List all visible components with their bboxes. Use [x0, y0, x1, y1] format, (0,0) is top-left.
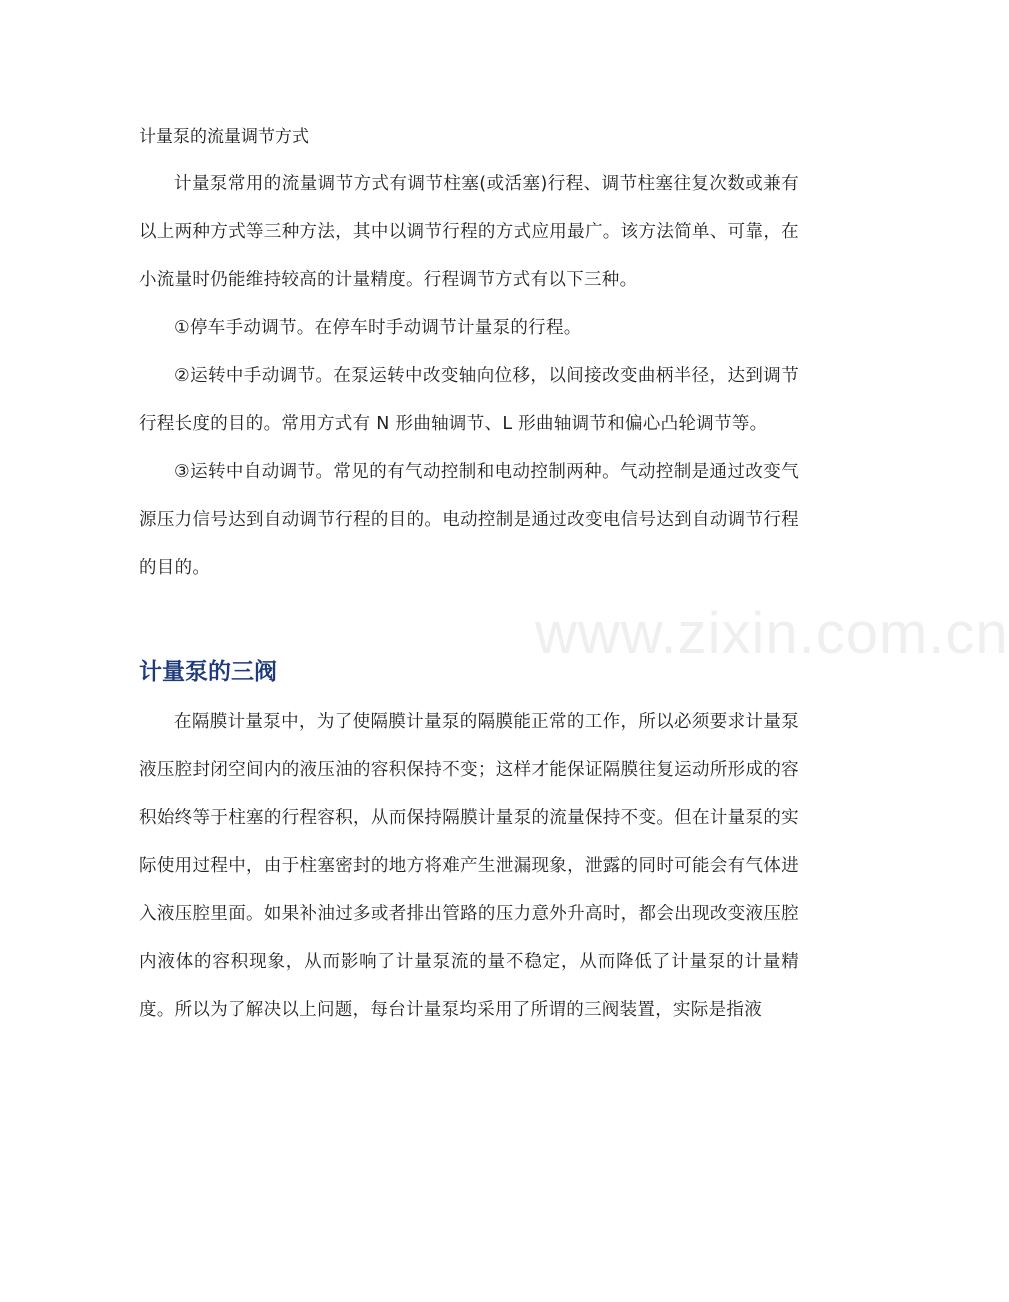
watermark-text: www.zixin.com.cn — [535, 601, 1009, 666]
section-title-three-valves: 计量泵的三阀 — [139, 659, 277, 685]
paragraph-method-2: ②运转中手动调节。在泵运转中改变轴向位移，以间接改变曲柄半径，达到调节行程长度的目的。常用方式有 N 形曲轴调节、L 形曲轴调节和偏心凸轮调节等。 — [139, 366, 799, 434]
document-body — [139, 118, 799, 1034]
paragraph-three-valves: 在隔膜计量泵中，为了使隔膜计量泵的隔膜能正常的工作，所以必须要求计量泵液压腔封闭空间内的液压油的容积保持不变；这样才能保证隔膜往复运动所形成的容积始终等于柱塞的行程容积，从而保持隔膜计量泵的流量保持不变。但在计量泵的实际使用过程中，由于柱塞密封的地方将难产生泄漏现象，泄露的同时可能会有气体进入液压腔里面。如果补油过多或者排出管路的压力意外升高时，都会出现改变液压腔内液体的容积现象，从而影响了计量泵流的量不稳定，从而降低了计量泵的计量精度。所以为了解决以上问题，每台计量泵均采用了所谓的三阀装置，实际是指液 — [139, 712, 799, 1020]
paragraph-intro: 计量泵常用的流量调节方式有调节柱塞(或活塞)行程、调节柱塞往复次数或兼有以上两种方式等三种方法，其中以调节行程的方式应用最广。该方法简单、可靠，在小流量时仍能维持较高的计量精度。行程调节方式有以下三种。 — [139, 174, 799, 290]
paragraph-method-1: ①停车手动调节。在停车时手动调节计量泵的行程。 — [174, 318, 582, 338]
section-title-flow-regulation: 计量泵的流量调节方式 — [139, 127, 309, 147]
paragraph-method-3: ③运转中自动调节。常见的有气动控制和电动控制两种。气动控制是通过改变气源压力信号达到自动调节行程的目的。电动控制是通过改变电信号达到自动调节行程的目的。 — [139, 462, 799, 578]
